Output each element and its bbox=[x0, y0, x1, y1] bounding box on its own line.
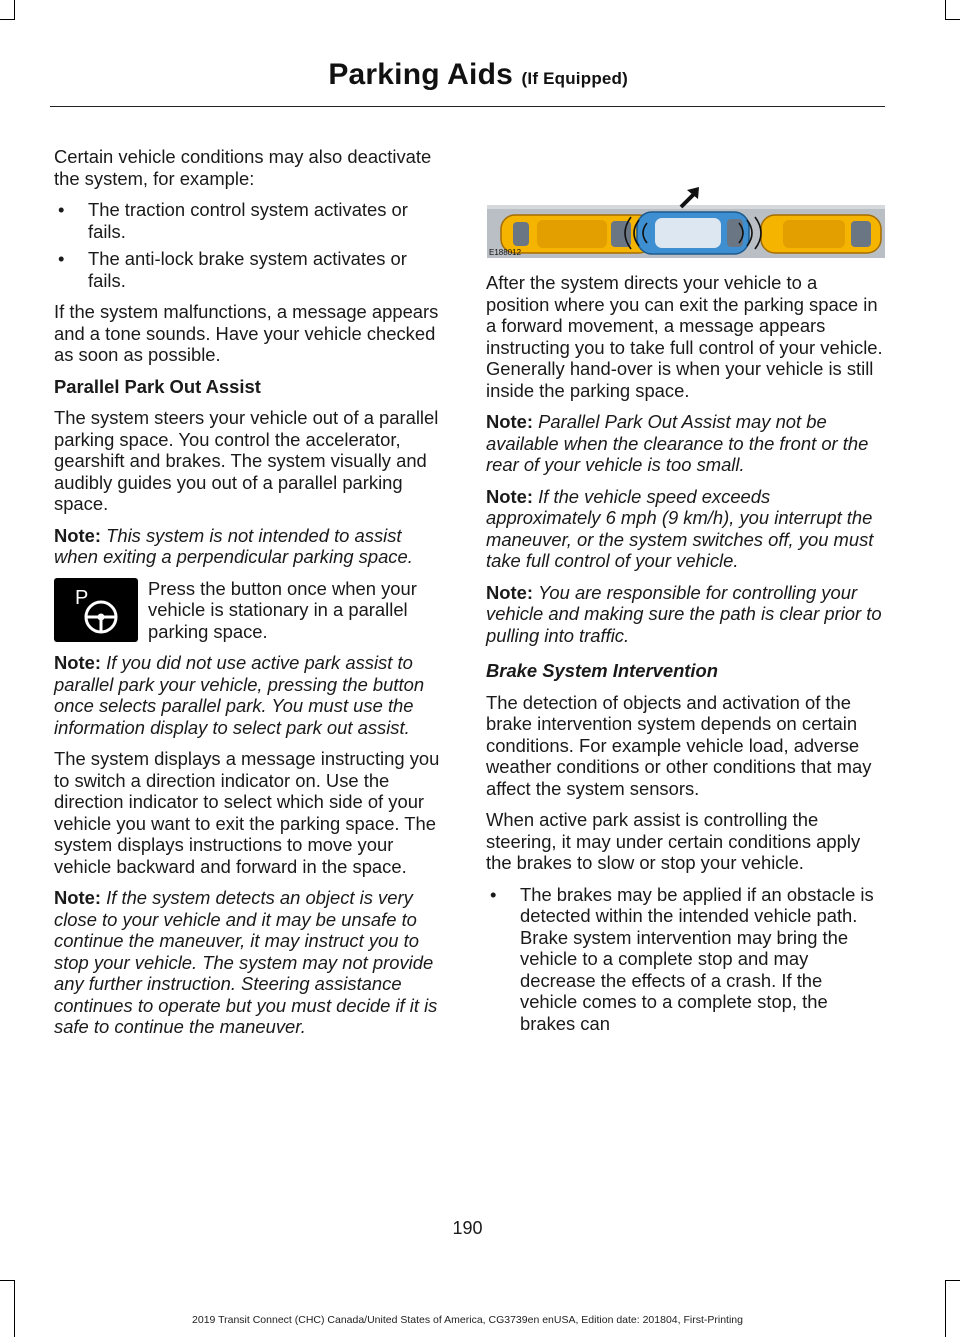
crop-mark-bottom-right-v bbox=[945, 1280, 946, 1337]
note-clearance: Note: Parallel Park Out Assist may not be available when the clearance to the front or the rear of your vehicle is too small. bbox=[486, 411, 869, 475]
list-item: • The anti-lock brake system activates or fails. bbox=[58, 248, 407, 291]
crop-mark-top-left-v bbox=[14, 0, 15, 20]
list-item: • The traction control system activates or fails. bbox=[58, 199, 408, 242]
section-heading-park-out: Parallel Park Out Assist bbox=[54, 375, 261, 397]
crop-mark-top-right-h bbox=[946, 19, 960, 20]
handover-paragraph: After the system directs your vehicle to a position where you can exit the parking space in a forward movement, a message appears instructing you to take full control of your vehicle. Generally hand-over is when your vehicle is still inside the parking space. bbox=[486, 272, 883, 401]
note-perpendicular: Note: This system is not intended to assist when exiting a perpendicular parking space. bbox=[54, 524, 413, 567]
edition-footer: 2019 Transit Connect (CHC) Canada/United States of America, CG3739en enUSA, Edition date: 201804, First-Printing bbox=[192, 1314, 743, 1326]
bullet-icon: • bbox=[490, 883, 497, 905]
parallel-park-out-diagram bbox=[487, 185, 885, 258]
left-column bbox=[54, 146, 448, 1048]
park-button-instruction bbox=[54, 578, 448, 643]
note-object-close: Note: If the system detects an object is very close to your vehicle and it may be unsafe to continue the maneuver, it may instruct you to stop your vehicle. The system may not provide any further instruction. Steering assistance continues to operate but you must decide if it is safe to continue the maneuver. bbox=[54, 887, 438, 1037]
direction-paragraph: The system displays a message instructing you to switch a direction indicator on. Use the direction indicator to select which side of your vehicle you want to exit the parking space. The system displays instructions to move your vehicle backward and forward in the space. bbox=[54, 748, 440, 877]
detection-paragraph: The detection of objects and activation of the brake intervention system depends on certain conditions. For example vehicle load, adverse weather conditions or other conditions that may affect the system sensors. bbox=[486, 691, 872, 799]
bullet-icon: • bbox=[58, 248, 65, 269]
intro-paragraph: Certain vehicle conditions may also deactivate the system, for example: bbox=[54, 146, 432, 189]
malfunction-paragraph: If the system malfunctions, a message appears and a tone sounds. Have your vehicle checked as soon as possible. bbox=[54, 301, 439, 365]
crop-mark-top-right-v bbox=[945, 0, 946, 20]
exit-arrow-icon bbox=[681, 187, 699, 207]
page-number: 190 bbox=[452, 1218, 483, 1238]
header-rule bbox=[50, 106, 885, 107]
svg-text:P: P bbox=[75, 586, 89, 609]
note-select-park-out: Note: If you did not use active park assist to parallel park your vehicle, pressing the button once selects parallel park. You must use the information display to select park out assist. bbox=[54, 652, 425, 738]
crop-mark-bottom-left-h bbox=[0, 1280, 14, 1281]
when-paragraph: When active park assist is controlling the steering, it may under certain conditions apply the brakes to slow or stop your vehicle. bbox=[486, 809, 861, 873]
note-speed: Note: If the vehicle speed exceeds approximately 6 mph (9 km/h), you interrupt the maneuver, or the system switches off, you must take full control of your vehicle. bbox=[486, 485, 874, 571]
deactivation-list bbox=[54, 199, 448, 291]
exiting-car bbox=[637, 212, 749, 254]
bullet-icon: • bbox=[58, 199, 65, 220]
right-column bbox=[486, 272, 884, 1044]
page-title-main: Parking Aids bbox=[328, 58, 513, 91]
note-responsible: Note: You are responsible for controlling your vehicle and making sure the path is clear prior to pulling into traffic. bbox=[486, 581, 882, 646]
crop-mark-bottom-right-h bbox=[946, 1280, 960, 1281]
crop-mark-top-left-h bbox=[0, 19, 14, 20]
button-instruction-text: Press the button once when your vehicle is stationary in a parallel parking space. bbox=[148, 577, 417, 642]
section-heading-brake: Brake System Intervention bbox=[486, 660, 719, 681]
illustration-code: E188012 bbox=[489, 248, 522, 257]
crop-mark-bottom-left-v bbox=[14, 1280, 15, 1337]
page-title-subtitle: (If Equipped) bbox=[521, 69, 628, 88]
parked-car-front bbox=[761, 215, 881, 253]
steer-paragraph: The system steers your vehicle out of a parallel parking space. You control the accelerator, gearshift and brakes. The system visually and audibly guides you out of a parallel parking space. bbox=[54, 407, 439, 514]
park-assist-button-icon bbox=[54, 578, 138, 642]
brake-list bbox=[486, 884, 884, 1035]
page-title bbox=[328, 58, 628, 92]
list-item: • The brakes may be applied if an obstacle is detected within the intended vehicle path. Brake system intervention may bring the vehicle to a complete stop and may decrease the effects of a crash. If the vehicle comes to a complete stop, the brakes can bbox=[490, 883, 874, 1034]
